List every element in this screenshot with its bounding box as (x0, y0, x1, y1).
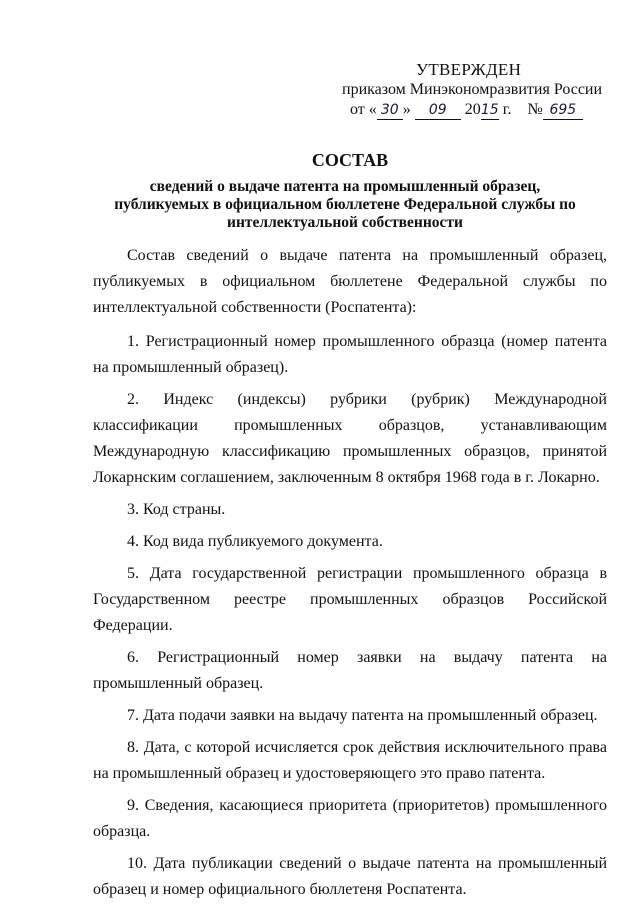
list-item: 7. Дата подачи заявки на выдачу патента на промышленный образец. (127, 707, 598, 724)
date-prefix: от « (350, 101, 377, 118)
handwritten-order-number: 695 (543, 102, 583, 120)
year-prefix: 20 (464, 101, 481, 118)
intro-paragraph: Состав сведений о выдаче патента на промышленный образец, публикуемых в официальном бюллетене Федеральной службы по интеллектуальной собственности (Роспатента): (93, 247, 607, 316)
list-item: 10. Дата публикации сведений о выдаче патента на промышленный образец и номер официального бюллетеня Роспатента. (93, 855, 607, 898)
list-item: 4. Код вида публикуемого документа. (127, 533, 383, 550)
document-title: СОСТАВ (311, 150, 389, 170)
year-label: г. (502, 101, 512, 118)
list-item: 8. Дата, с которой исчисляется срок действия исключительного права на промышленный образец и удостоверяющего это право патента. (93, 739, 607, 782)
date-day-close: » (402, 101, 411, 118)
handwritten-month: 09 (415, 102, 461, 120)
handwritten-day: 30 (377, 102, 403, 120)
approval-date-line (330, 100, 620, 120)
handwritten-year: 15 (480, 102, 499, 118)
number-label: № (527, 101, 543, 118)
list-item: 5. Дата государственной регистрации промышленного образца в Государственном реестре промышленных образцов Российской Федерации. (93, 565, 607, 634)
approval-title: УТВЕРЖДЕН (416, 60, 522, 79)
document-body (93, 243, 607, 909)
approval-order-line: приказом Минэкономразвития России (342, 81, 603, 98)
document-subtitle: сведений о выдаче патента на промышленный образец, публикуемых в официальном бюллетене Федеральной службы по интеллектуальной собственности (114, 178, 576, 231)
list-item: 3. Код страны. (127, 501, 226, 518)
list-item: 1. Регистрационный номер промышленного образца (номер патента на промышленный образец). (93, 333, 607, 376)
approval-block (330, 60, 620, 120)
list-item: 2. Индекс (индексы) рубрики (рубрик) Международной классификации промышленных образцов, устанавливающим Международную классификацию промышленных образцов, принятой Локарнским соглашением, заключенным 8 октября 1968 года в г. Локарно. (93, 391, 607, 486)
list-item: 6. Регистрационный номер заявки на выдачу патента на промышленный образец. (93, 649, 607, 692)
list-item: 9. Сведения, касающиеся приоритета (приоритетов) промышленного образца. (93, 797, 607, 840)
